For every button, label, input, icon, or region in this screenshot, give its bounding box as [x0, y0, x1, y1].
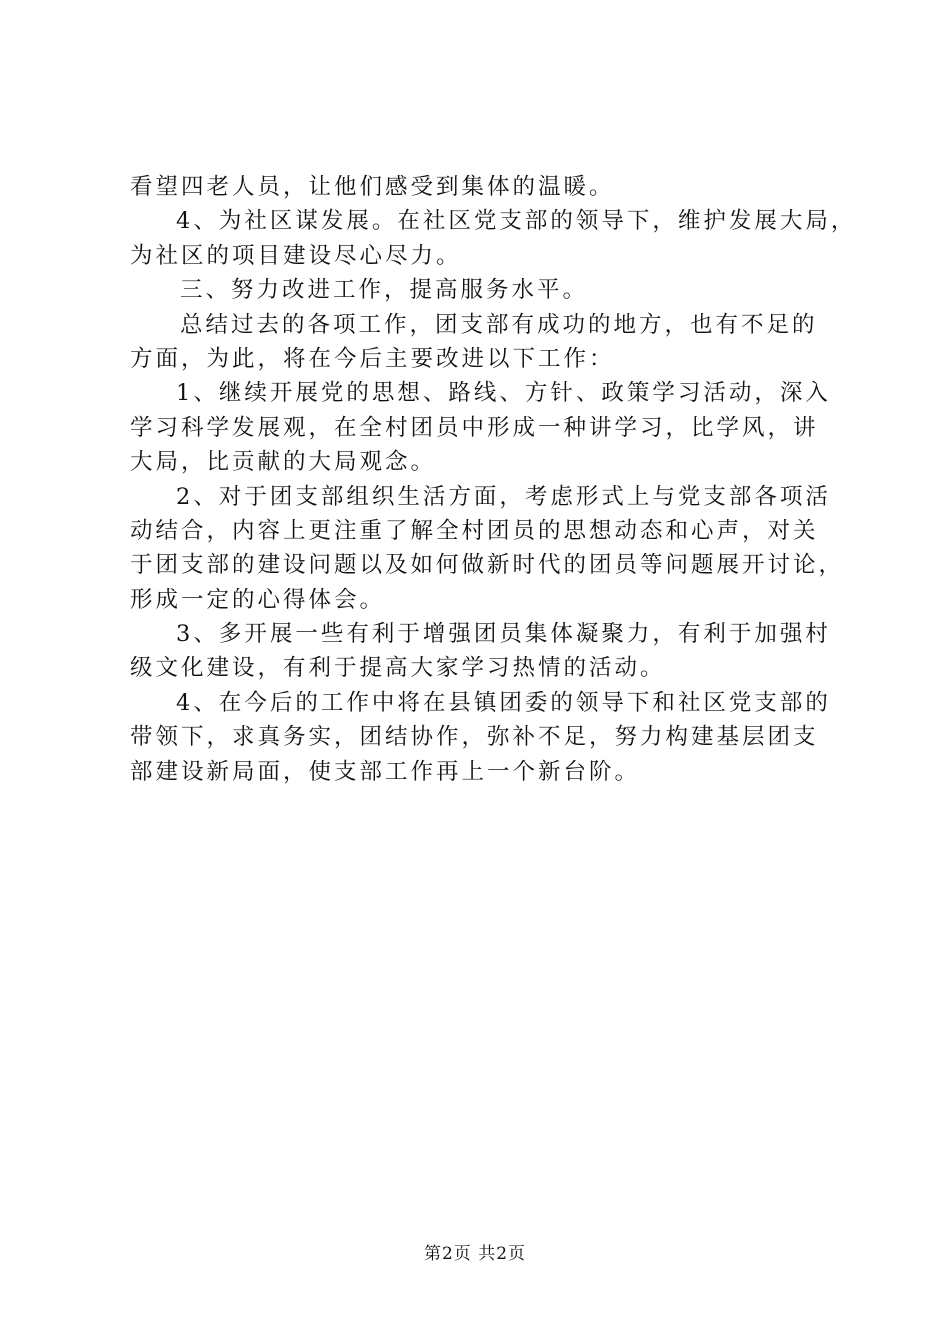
text-line: 3、多开展一些有利于增强团员集体凝聚力，有利于加强村 [176, 621, 831, 648]
text-line: 方面，为此，将在今后主要改进以下工作： [130, 345, 615, 372]
text-line: 总结过去的各项工作，团支部有成功的地方，也有不足的 [180, 311, 818, 338]
text-line: 带领下，求真务实，团结协作，弥补不足，努力构建基层团支 [130, 724, 819, 751]
text-line: 动结合，内容上更注重了解全村团员的思想动态和心声，对关 [130, 517, 819, 544]
document-body [130, 170, 857, 789]
text-line: 形成一定的心得体会。 [130, 586, 386, 613]
page-footer [0, 1242, 950, 1266]
text-line: 1、继续开展党的思想、路线、方针、政策学习活动，深入 [176, 380, 831, 407]
text-line: 级文化建设，有利于提高大家学习热情的活动。 [130, 655, 666, 682]
text-line: 于团支部的建设问题以及如何做新时代的团员等问题展开讨论， [130, 552, 845, 579]
text-line: 4、在今后的工作中将在县镇团委的领导下和社区党支部的 [176, 689, 831, 716]
text-line: 部建设新局面，使支部工作再上一个新台阶。 [130, 758, 641, 785]
text-line: 大局，比贡献的大局观念。 [130, 449, 437, 476]
text-line: 为社区的项目建设尽心尽力。 [130, 242, 462, 269]
page-number-label: 第2页 共2页 [423, 1244, 527, 1264]
section-heading: 三、努力改进工作，提高服务水平。 [180, 277, 589, 304]
text-line: 学习科学发展观，在全村团员中形成一种讲学习，比学风，讲 [130, 414, 819, 441]
text-line: 2、对于团支部组织生活方面，考虑形式上与党支部各项活 [176, 483, 831, 510]
text-line: 4、为社区谋发展。在社区党支部的领导下，维护发展大局， [176, 208, 857, 235]
text-line: 看望四老人员，让他们感受到集体的温暖。 [130, 174, 615, 200]
